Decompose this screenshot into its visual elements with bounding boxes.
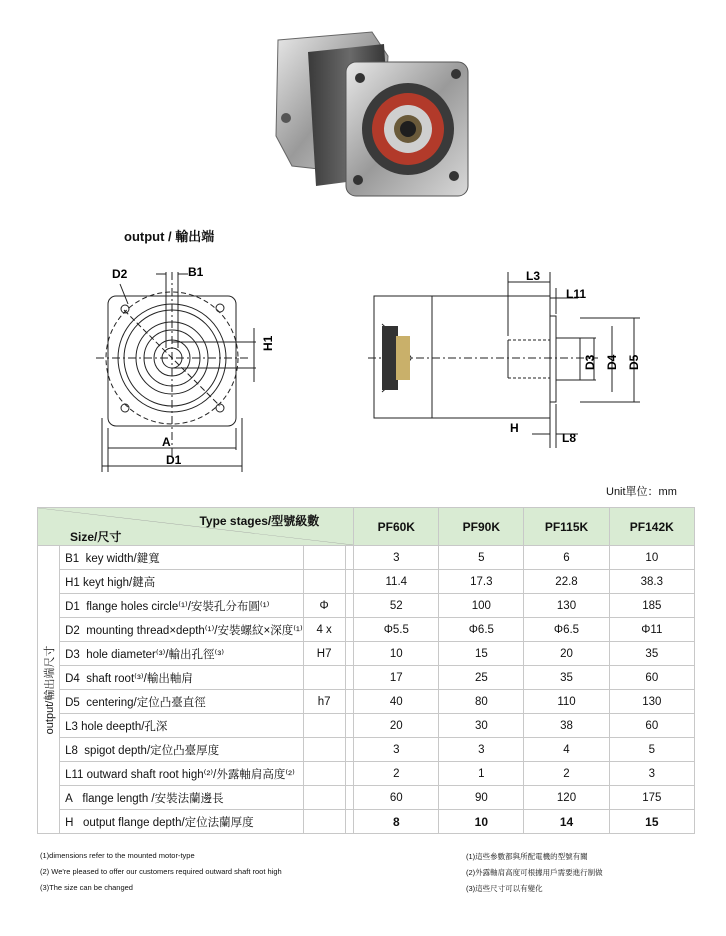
- label-d1: D1: [166, 453, 182, 467]
- footnote: (2) We're pleased to offer our customers required outward shaft root high: [40, 867, 282, 876]
- table-cell: 35: [524, 666, 609, 690]
- model-header: PF60K: [354, 508, 439, 546]
- table-cell: Φ11: [609, 618, 694, 642]
- side-label-cell: [38, 546, 60, 834]
- table-cell: 3: [609, 762, 694, 786]
- label-d5: D5: [627, 354, 641, 370]
- table-cell: 40: [354, 690, 439, 714]
- table-cell: 5: [609, 738, 694, 762]
- footnote: (3)The size can be changed: [40, 883, 133, 892]
- row-symbol: [303, 714, 345, 738]
- table-cell: 17.3: [439, 570, 524, 594]
- label-h: H: [510, 421, 519, 435]
- gearbox-photo: [272, 26, 472, 206]
- table-cell: 3: [354, 738, 439, 762]
- table-cell: 15: [439, 642, 524, 666]
- table-cell: 11.4: [354, 570, 439, 594]
- table-cell: 60: [609, 666, 694, 690]
- table-cell: 6: [524, 546, 609, 570]
- label-a: A: [162, 435, 171, 449]
- table-cell: 90: [439, 786, 524, 810]
- table-cell: 100: [439, 594, 524, 618]
- table-cell: 22.8: [524, 570, 609, 594]
- table-row: [38, 762, 695, 786]
- table-cell: Φ5.5: [354, 618, 439, 642]
- model-header: PF142K: [609, 508, 694, 546]
- row-label: B1 key width/鍵寬: [60, 546, 304, 570]
- row-symbol: [303, 570, 345, 594]
- row-label: D4 shaft root⁽³⁾/輸出軸肩: [60, 666, 304, 690]
- footnote: (1)dimensions refer to the mounted motor-type: [40, 851, 195, 860]
- row-label: H output flange depth/定位法蘭厚度: [60, 810, 304, 834]
- label-l11: L11: [566, 287, 587, 301]
- table-cell: Φ6.5: [439, 618, 524, 642]
- table-header-row: [38, 508, 695, 546]
- row-symbol: [303, 666, 345, 690]
- row-label: D1 flange holes circle⁽¹⁾/安裝孔分布圓⁽¹⁾: [60, 594, 304, 618]
- label-b1: B1: [188, 265, 204, 279]
- row-label: A flange length /安裝法蘭邊長: [60, 786, 304, 810]
- table-cell: 60: [609, 714, 694, 738]
- table-row: [38, 570, 695, 594]
- label-l8: L8: [562, 431, 577, 445]
- table-cell: 2: [354, 762, 439, 786]
- unit-label: Unit單位：mm: [606, 486, 677, 498]
- front-view-drawing: [96, 258, 282, 474]
- table-cell: 30: [439, 714, 524, 738]
- row-symbol: [303, 810, 345, 834]
- row-symbol: [303, 738, 345, 762]
- table-cell: 25: [439, 666, 524, 690]
- table-cell: 38: [524, 714, 609, 738]
- spec-table: [37, 507, 695, 834]
- table-row: [38, 738, 695, 762]
- table-cell: 8: [354, 810, 439, 834]
- table-cell: 38.3: [609, 570, 694, 594]
- row-label: D3 hole diameter⁽³⁾/輸出孔徑⁽³⁾: [60, 642, 304, 666]
- row-label: D5 centering/定位凸臺直徑: [60, 690, 304, 714]
- table-row: [38, 810, 695, 834]
- header-corner-cell: [38, 508, 354, 546]
- label-d2: D2: [112, 267, 128, 281]
- row-label: L3 hole deepth/孔深: [60, 714, 304, 738]
- table-cell: 2: [524, 762, 609, 786]
- table-cell: 15: [609, 810, 694, 834]
- table-cell: 10: [439, 810, 524, 834]
- row-label: L8 spigot depth/定位凸臺厚度: [60, 738, 304, 762]
- table-cell: Φ6.5: [524, 618, 609, 642]
- row-symbol: [303, 762, 345, 786]
- footnote: (2)外露軸肩高度可根據用戶需要進行制做: [466, 868, 603, 877]
- table-row: [38, 690, 695, 714]
- row-symbol: 4 x: [303, 618, 345, 642]
- table-row: [38, 666, 695, 690]
- row-symbol: H7: [303, 642, 345, 666]
- table-cell: 3: [354, 546, 439, 570]
- table-cell: 80: [439, 690, 524, 714]
- table-cell: 20: [354, 714, 439, 738]
- table-cell: 60: [354, 786, 439, 810]
- row-symbol: [303, 786, 345, 810]
- section-title: output / 輸出端: [124, 229, 215, 244]
- model-header: PF90K: [439, 508, 524, 546]
- table-cell: 185: [609, 594, 694, 618]
- table-cell: 52: [354, 594, 439, 618]
- table-cell: 5: [439, 546, 524, 570]
- table-cell: 120: [524, 786, 609, 810]
- row-label: L11 outward shaft root high⁽²⁾/外露軸肩高度⁽²⁾: [60, 762, 304, 786]
- side-label: output/輸出端尺寸: [43, 645, 56, 734]
- table-cell: 10: [354, 642, 439, 666]
- model-header: PF115K: [524, 508, 609, 546]
- header-type-stages: Type stages/型號級數: [199, 514, 320, 528]
- row-label: D2 mounting thread×depth⁽¹⁾/安裝螺紋×深度⁽¹⁾: [60, 618, 304, 642]
- table-cell: 110: [524, 690, 609, 714]
- table-row: [38, 714, 695, 738]
- side-view-drawing: [368, 266, 648, 452]
- header-size: Size/尺寸: [70, 530, 122, 544]
- row-symbol: [303, 546, 345, 570]
- table-cell: 17: [354, 666, 439, 690]
- table-row: [38, 786, 695, 810]
- table-row: [38, 642, 695, 666]
- table-row: [38, 546, 695, 570]
- label-d4: D4: [605, 354, 619, 370]
- label-h1: H1: [261, 335, 275, 351]
- table-cell: 14: [524, 810, 609, 834]
- table-cell: 130: [524, 594, 609, 618]
- label-l3: L3: [526, 269, 541, 283]
- table-cell: 3: [439, 738, 524, 762]
- table-cell: 175: [609, 786, 694, 810]
- row-label: H1 keyt high/鍵高: [60, 570, 304, 594]
- table-cell: 20: [524, 642, 609, 666]
- table-row: [38, 618, 695, 642]
- table-cell: 1: [439, 762, 524, 786]
- row-symbol: Φ: [303, 594, 345, 618]
- table-cell: 4: [524, 738, 609, 762]
- label-d3: D3: [583, 354, 597, 370]
- table-cell: 10: [609, 546, 694, 570]
- table-row: [38, 594, 695, 618]
- table-cell: 130: [609, 690, 694, 714]
- footnote: (3)這些尺寸可以有變化: [466, 884, 543, 893]
- row-symbol: h7: [303, 690, 345, 714]
- footnote: (1)這些參數都與所配電機的型號有關: [466, 852, 588, 861]
- table-cell: 35: [609, 642, 694, 666]
